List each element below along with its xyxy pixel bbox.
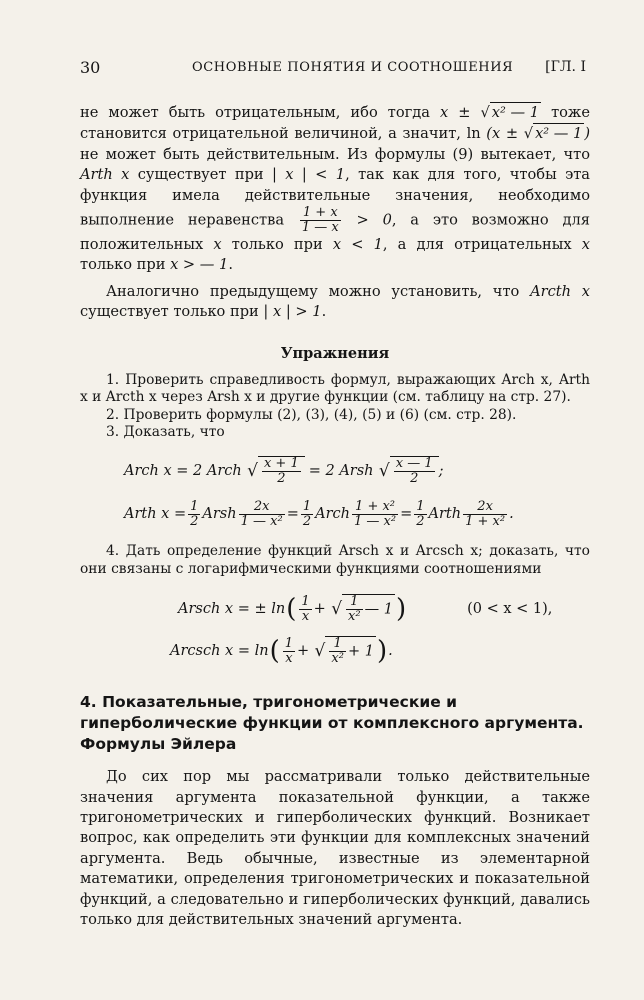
exercise-3: 3. Доказать, что [106, 424, 225, 441]
running-header [80, 58, 590, 84]
formula-arth: Arth x = $\frac{1}{2}$ Arsh $\frac{2x}{\text{1 — x²}}$ = $\frac{1}{2}$ Arch $\frac{\text{1 + x²}}{\text{1 — x²}}$ = $\frac{1}{2}$ Arth $\frac{2x}{\text{1 + x²}}$ . [124, 499, 514, 530]
exercise-2: 2. Проверить формулы (2), (3), (4), (5) и (6) (см. стр. 28). [106, 406, 517, 423]
section-heading: 4. Показательные, тригонометрические и гиперболические функции от комплексного аргумента. Формулы Эйлера [80, 693, 584, 754]
exercise-1: 1. Проверить справедливость формул, выражающих Arch x, Arth x и Arcth x через Arsh x и другие функции (см. таблицу на стр. 27). [80, 371, 590, 406]
paragraph-complex-argument: До сих пор мы рассматривали только действительные значения аргумента показательной функции, а также тригонометрических и гиперболических функций. Возникает вопрос, как определить эти функции для комплексных значений аргумента. Ведь обычные, известные из элементарной математики, определения тригонометрических и показательной функций, а следовательно и гиперболических функций, давались только для действительных значений аргумента. [80, 768, 590, 929]
paragraph-arcth-condition: Аналогично предыдущему можно установить, что Arcth x существует только при | x | > 1. [80, 282, 590, 321]
domain-condition: (0 < x < 1), [467, 600, 553, 617]
inequality-fraction: $\frac{1 + x}{1 — x}$ [301, 205, 339, 236]
formula-arcsch: Arcsch x = ln ( $\frac{1}{x}$ + √ $\frac{1}{\text{x²}}$ + 1 ) . [170, 635, 393, 667]
formula-arch: Arch x = 2 Arch √ $\frac{x + 1}{2}$ = 2 Arsh √ $\frac{x — 1}{2}$ ; [124, 456, 444, 487]
paragraph-arth-condition: не может быть отрицательным, ибо тогда x ± √ x² — 1 тоже становится отрицательной величиной, а значит, ln (x ± √ x² — 1 ) не может быть действительным. Из формулы (9) вытекает, что Arth x существует при | x | < 1, так как для того, чтобы эта функция имела действительные значения, необходимо выполнение неравенства $\frac{1 + x}{1 — x}$ > 0, а это возможно для положительных x только при x < 1, а для отрицательных x только при x > — 1. [80, 104, 591, 274]
chapter-marker: [ГЛ. I [545, 59, 586, 75]
exercise-4: 4. Дать определение функций Arsch x и Arcsch x; доказать, что они связаны с логарифмическими функциями соотношениями [80, 543, 590, 577]
page-number: 30 [80, 58, 101, 77]
running-title: ОСНОВНЫЕ ПОНЯТИЯ И СООТНОШЕНИЯ [192, 60, 514, 75]
exercises-heading: Упражнения [280, 344, 390, 362]
formula-arsch: Arsch x = ± ln ( $\frac{1}{x}$ + √ $\frac{1}{\text{x²}}$ — 1 ) (0 < x < 1), [178, 593, 553, 625]
page [80, 58, 590, 930]
